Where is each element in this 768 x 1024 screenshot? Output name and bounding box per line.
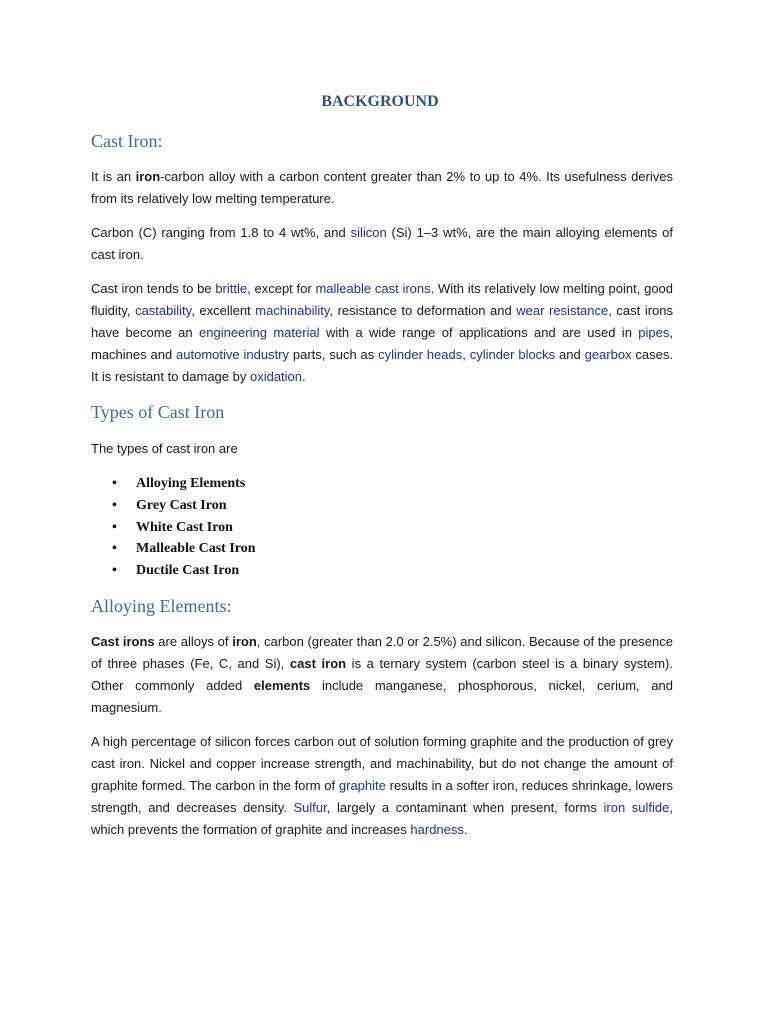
- list-item-label: Ductile Cast Iron: [136, 563, 240, 579]
- bold-term-cast-irons: Cast irons: [91, 634, 155, 649]
- text: , which prevents the formation of graphite and increases: [91, 800, 673, 837]
- text: results in a softer iron, reduces shrinkage, lowers strength, and decreases density.: [91, 778, 673, 815]
- list-item-label: Alloying Elements: [136, 476, 246, 491]
- text: is a ternary system (carbon steel is a binary system). Other commonly added: [91, 656, 673, 693]
- link-engineering-material[interactable]: engineering material: [199, 325, 320, 340]
- link-brittle[interactable]: brittle: [215, 281, 248, 296]
- list-item-label: Grey Cast Iron: [136, 497, 227, 513]
- text: , largely a contaminant when present, forms: [326, 800, 604, 815]
- list-item-label: Malleable Cast Iron: [136, 541, 256, 557]
- link-graphite[interactable]: graphite: [338, 778, 386, 793]
- text: A high percentage of silicon forces carbon out of solution forming graphite and the production of grey cast iron. Nickel and copper increase strength, and machinability, but do not change the amount of graphite formed. The carbon in the form of: [91, 734, 673, 793]
- types-list: [112, 473, 256, 582]
- list-item: [112, 560, 256, 582]
- link-cylinder-heads[interactable]: cylinder heads: [378, 347, 463, 362]
- section-heading-cast-iron: Cast Iron:: [91, 131, 163, 151]
- link-automotive-industry[interactable]: automotive industry: [176, 347, 290, 362]
- text: include manganese, phosphorous, nickel, cerium, and magnesium.: [91, 678, 674, 715]
- link-castability[interactable]: castability: [135, 303, 192, 318]
- text: Cast iron tends to be: [91, 281, 216, 296]
- list-item: [112, 538, 256, 560]
- bullet-icon: •: [112, 563, 117, 579]
- bold-term-elements: elements: [253, 678, 311, 693]
- text: , carbon (greater than 2.0 or 2.5%) and silicon. Because of the presence of three phases (Fe, C, and Si),: [91, 634, 673, 671]
- link-oxidation[interactable]: oxidation: [249, 369, 303, 384]
- text: parts, such as: [289, 347, 379, 362]
- list-item: [112, 473, 256, 495]
- text: are alloys of: [154, 634, 233, 649]
- text: It is an: [91, 169, 136, 184]
- bold-term-iron: iron: [135, 169, 161, 184]
- link-silicon[interactable]: silicon: [350, 225, 387, 240]
- text: , resistance to deformation and: [329, 303, 517, 318]
- text: , cast irons have become an: [91, 303, 673, 340]
- paragraph-silicon-graphite: [91, 731, 673, 841]
- bullet-icon: •: [112, 541, 117, 557]
- text: .: [302, 369, 306, 384]
- text: -carbon alloy with a carbon content greater than 2% to up to 4%. Its usefulness derives from its relatively low melting temperature.: [91, 169, 673, 206]
- paragraph-properties: [91, 278, 673, 388]
- link-wear-resistance[interactable]: wear resistance: [516, 303, 609, 318]
- paragraph-carbon-silicon: [91, 222, 673, 266]
- link-malleable-cast-irons[interactable]: malleable cast irons: [315, 281, 431, 296]
- text: , excellent: [191, 303, 256, 318]
- text: and: [555, 347, 585, 362]
- text: ,: [462, 347, 470, 362]
- page-title: BACKGROUND: [321, 93, 439, 110]
- bold-term-iron: iron: [232, 634, 257, 649]
- text: , machines and: [91, 325, 673, 362]
- link-pipes[interactable]: pipes: [638, 325, 670, 340]
- bullet-icon: •: [112, 497, 117, 513]
- list-item: [112, 495, 256, 517]
- text: cases. It is resistant to damage by: [91, 347, 674, 384]
- text: (Si) 1–3 wt%, are the main alloying elements of cast iron.: [91, 225, 673, 262]
- list-item-label: White Cast Iron: [136, 519, 233, 535]
- paragraph-alloys: [91, 631, 673, 719]
- bullet-icon: •: [112, 519, 117, 535]
- link-hardness[interactable]: hardness: [410, 822, 464, 837]
- paragraph-cast-iron-intro: [91, 166, 673, 210]
- bold-term-cast-iron: cast iron: [289, 656, 347, 671]
- text: . With its relatively low melting point, good fluidity,: [91, 281, 674, 318]
- bullet-icon: •: [112, 476, 117, 491]
- section-heading-types: Types of Cast Iron: [91, 402, 225, 422]
- section-heading-alloying: Alloying Elements:: [91, 596, 232, 616]
- link-sulfur[interactable]: Sulfur: [293, 800, 327, 815]
- text: Carbon (C) ranging from 1.8 to 4 wt%, and: [91, 225, 351, 240]
- link-cylinder-blocks[interactable]: cylinder blocks: [469, 347, 556, 362]
- text: with a wide range of applications and are used in: [319, 325, 639, 340]
- list-item: [112, 517, 256, 539]
- link-iron-sulfide[interactable]: iron sulfide: [603, 800, 670, 815]
- text: .: [463, 822, 468, 837]
- types-intro: The types of cast iron are: [91, 441, 238, 456]
- text: , except for: [247, 281, 316, 296]
- link-machinability[interactable]: machinability: [255, 303, 330, 318]
- link-gearbox[interactable]: gearbox: [584, 347, 632, 362]
